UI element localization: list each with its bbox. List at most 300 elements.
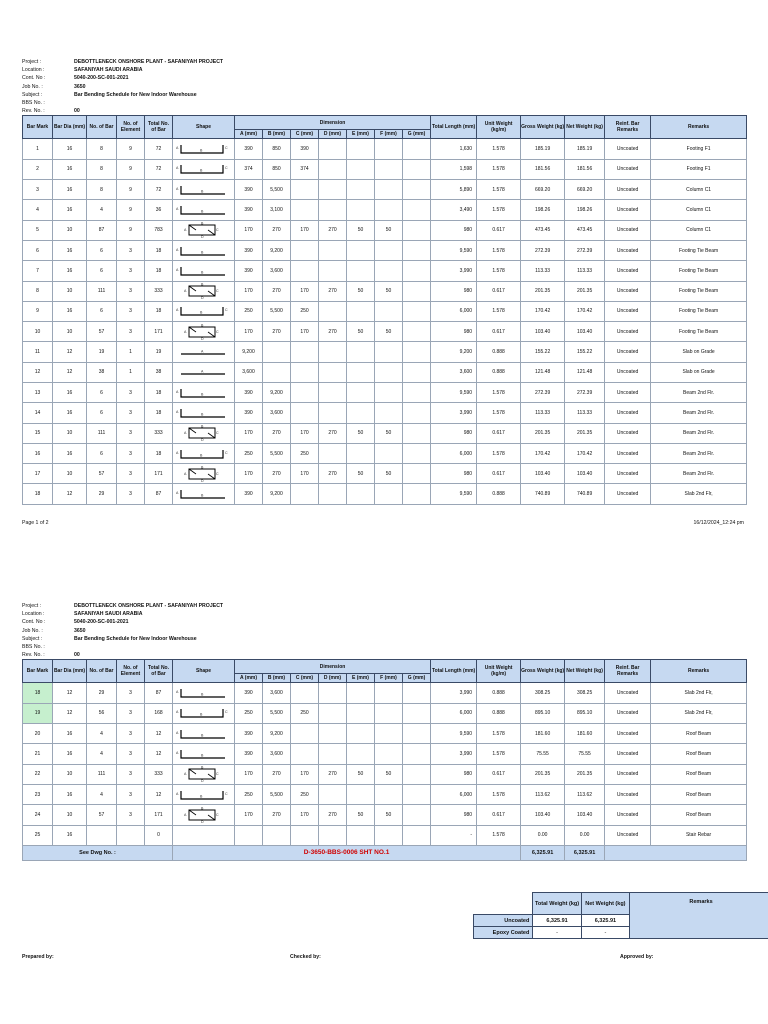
subject-label: Subject : bbox=[22, 635, 43, 642]
cell-shape bbox=[173, 342, 235, 362]
cell-shape bbox=[173, 322, 235, 342]
rev-value: 00 bbox=[74, 108, 80, 115]
svg-text:A: A bbox=[176, 450, 179, 455]
cell-bar-dia: 12 bbox=[53, 683, 87, 703]
cell-unit-weight: 0.888 bbox=[477, 484, 521, 504]
table-row bbox=[23, 744, 747, 764]
cell-shape bbox=[173, 301, 235, 321]
cell-dim-e bbox=[347, 484, 375, 504]
cell-dim-e bbox=[347, 301, 375, 321]
cell-dim-d bbox=[319, 261, 347, 281]
cell-dim-d: 270 bbox=[319, 764, 347, 784]
cell-shape bbox=[173, 261, 235, 281]
cell-dim-g bbox=[403, 484, 431, 504]
cell-bar-mark: 15 bbox=[23, 423, 53, 443]
col-reinf-remarks: Reinf. Bar Remarks bbox=[605, 116, 651, 139]
svg-text:A: A bbox=[176, 186, 179, 191]
cell-dim-f: 50 bbox=[375, 322, 403, 342]
svg-text:A: A bbox=[184, 471, 187, 476]
cell-dim-f bbox=[375, 261, 403, 281]
cell-unit-weight: 1.578 bbox=[477, 744, 521, 764]
svg-text:B: B bbox=[201, 765, 204, 770]
svg-text:C: C bbox=[216, 228, 219, 233]
cell-dim-f: 50 bbox=[375, 220, 403, 240]
cell-dim-a: 390 bbox=[235, 683, 263, 703]
cell-reinf-remarks: Uncoated bbox=[605, 281, 651, 301]
svg-text:A: A bbox=[201, 369, 204, 374]
bar-shape-S-icon bbox=[173, 424, 235, 442]
svg-text:D: D bbox=[201, 336, 204, 341]
cell-dim-a bbox=[235, 825, 263, 845]
col-dim-d: D (mm) bbox=[319, 674, 347, 683]
table-row bbox=[23, 261, 747, 281]
cell-reinf-remarks: Uncoated bbox=[605, 240, 651, 260]
cell-reinf-remarks: Uncoated bbox=[605, 423, 651, 443]
bar-shape-U-icon bbox=[173, 302, 235, 320]
cell-no-of-bar: 57 bbox=[87, 805, 117, 825]
svg-text:D: D bbox=[201, 779, 204, 784]
cell-remarks: Footing Tie Beam bbox=[651, 322, 747, 342]
cell-bar-mark: 22 bbox=[23, 764, 53, 784]
cell-unit-weight: 1.578 bbox=[477, 784, 521, 804]
cell-dim-g bbox=[403, 139, 431, 159]
cell-reinf-remarks: Uncoated bbox=[605, 382, 651, 402]
bar-shape-L-icon bbox=[173, 725, 235, 743]
cell-total-length: 6,000 bbox=[431, 703, 477, 723]
cell-no-of-bar: 4 bbox=[87, 200, 117, 220]
cell-dim-e: 50 bbox=[347, 764, 375, 784]
bar-shape-L-icon bbox=[173, 684, 235, 702]
cell-bar-dia: 10 bbox=[53, 805, 87, 825]
cell-bar-dia: 16 bbox=[53, 825, 87, 845]
svg-text:A: A bbox=[176, 166, 179, 171]
cell-reinf-remarks: Uncoated bbox=[605, 180, 651, 200]
sheet-page-2 bbox=[22, 602, 746, 861]
cell-reinf-remarks: Uncoated bbox=[605, 764, 651, 784]
col-shape: Shape bbox=[173, 660, 235, 683]
cell-total-length: 9,590 bbox=[431, 484, 477, 504]
cell-dim-b: 3,600 bbox=[263, 403, 291, 423]
cell-shape bbox=[173, 240, 235, 260]
col-no-of-element: No. of Element bbox=[117, 116, 145, 139]
cell-dim-g bbox=[403, 362, 431, 382]
cell-gross-weight: 308.25 bbox=[521, 683, 565, 703]
print-timestamp: 16/12/2024_12:24 pm bbox=[693, 520, 744, 526]
cell-total-length: 980 bbox=[431, 281, 477, 301]
cell-bar-mark: 2 bbox=[23, 159, 53, 179]
cell-dim-a: 390 bbox=[235, 382, 263, 402]
cell-unit-weight: 0.888 bbox=[477, 683, 521, 703]
cell-dim-b: 3,600 bbox=[263, 261, 291, 281]
cell-total-length: 980 bbox=[431, 322, 477, 342]
location-value: SAFANIYAH SAUDI ARABIA bbox=[74, 611, 143, 618]
svg-text:A: A bbox=[176, 491, 179, 496]
see-dwg-label: See Dwg No. : bbox=[23, 845, 173, 860]
col-unit-weight: Unit Weight (kg/m) bbox=[477, 660, 521, 683]
cell-shape bbox=[173, 159, 235, 179]
cell-dim-g bbox=[403, 261, 431, 281]
col-dim-c: C (mm) bbox=[291, 674, 319, 683]
cell-net-weight: 170.42 bbox=[565, 443, 605, 463]
cell-bar-mark: 11 bbox=[23, 342, 53, 362]
cell-net-weight: 113.33 bbox=[565, 403, 605, 423]
cell-net-weight: 198.26 bbox=[565, 200, 605, 220]
cell-total-no: 72 bbox=[145, 139, 173, 159]
svg-text:C: C bbox=[225, 791, 228, 796]
cell-gross-weight: 0.00 bbox=[521, 825, 565, 845]
cell-reinf-remarks: Uncoated bbox=[605, 683, 651, 703]
cell-dim-f bbox=[375, 382, 403, 402]
cell-bar-mark: 10 bbox=[23, 322, 53, 342]
cell-reinf-remarks: Uncoated bbox=[605, 744, 651, 764]
bar-shape-U-icon bbox=[173, 140, 235, 158]
svg-text:A: A bbox=[184, 289, 187, 294]
cell-total-no: 72 bbox=[145, 159, 173, 179]
cell-total-length: 6,000 bbox=[431, 443, 477, 463]
cell-total-length: 6,000 bbox=[431, 301, 477, 321]
cell-dim-b: 9,200 bbox=[263, 382, 291, 402]
cell-dim-e bbox=[347, 362, 375, 382]
cell-shape bbox=[173, 180, 235, 200]
cell-no-of-element: 3 bbox=[117, 744, 145, 764]
cell-dim-f bbox=[375, 362, 403, 382]
col-dim-b: B (mm) bbox=[263, 674, 291, 683]
cell-bar-mark: 18 bbox=[23, 484, 53, 504]
table-row bbox=[23, 784, 747, 804]
col-unit-weight: Unit Weight (kg/m) bbox=[477, 116, 521, 139]
cell-gross-weight: 103.40 bbox=[521, 805, 565, 825]
cell-total-no: 168 bbox=[145, 703, 173, 723]
bar-shape-U-icon bbox=[173, 704, 235, 722]
svg-text:C: C bbox=[216, 471, 219, 476]
cell-no-of-bar: 6 bbox=[87, 261, 117, 281]
svg-text:C: C bbox=[216, 329, 219, 334]
svg-text:B: B bbox=[201, 424, 204, 429]
cell-total-length: 9,200 bbox=[431, 342, 477, 362]
svg-text:A: A bbox=[176, 146, 179, 151]
cell-dim-a: 390 bbox=[235, 403, 263, 423]
cell-dim-d bbox=[319, 362, 347, 382]
cell-dim-d bbox=[319, 403, 347, 423]
cell-remarks: Roof Beam bbox=[651, 744, 747, 764]
cell-shape bbox=[173, 200, 235, 220]
cell-bar-mark: 7 bbox=[23, 261, 53, 281]
cell-dim-g bbox=[403, 703, 431, 723]
subject-label: Subject : bbox=[22, 91, 43, 98]
cell-reinf-remarks: Uncoated bbox=[605, 200, 651, 220]
cell-unit-weight: 0.617 bbox=[477, 805, 521, 825]
cell-dim-e bbox=[347, 180, 375, 200]
cell-bar-dia: 16 bbox=[53, 240, 87, 260]
cell-dim-d bbox=[319, 240, 347, 260]
cell-dim-e bbox=[347, 403, 375, 423]
cell-no-of-element: 9 bbox=[117, 220, 145, 240]
cell-total-no: 333 bbox=[145, 764, 173, 784]
cell-gross-weight: 113.33 bbox=[521, 261, 565, 281]
cell-remarks: Beam 2nd Flr. bbox=[651, 443, 747, 463]
cell-total-no: 87 bbox=[145, 683, 173, 703]
cell-dim-d bbox=[319, 342, 347, 362]
cell-gross-weight: 198.26 bbox=[521, 200, 565, 220]
cell-gross-weight: 113.33 bbox=[521, 403, 565, 423]
svg-text:A: A bbox=[176, 389, 179, 394]
table-row bbox=[23, 159, 747, 179]
svg-text:A: A bbox=[201, 349, 204, 354]
cell-dim-d: 270 bbox=[319, 220, 347, 240]
cell-dim-d bbox=[319, 784, 347, 804]
table-row bbox=[23, 220, 747, 240]
svg-text:B: B bbox=[200, 453, 203, 458]
cell-net-weight: 669.20 bbox=[565, 180, 605, 200]
cell-dim-f bbox=[375, 703, 403, 723]
svg-text:C: C bbox=[216, 431, 219, 436]
cell-remarks: Slab 2nd Flr, bbox=[651, 484, 747, 504]
cell-reinf-remarks: Uncoated bbox=[605, 301, 651, 321]
cell-remarks: Footing F1 bbox=[651, 139, 747, 159]
cell-dim-d bbox=[319, 825, 347, 845]
svg-text:D: D bbox=[201, 438, 204, 443]
cell-dim-f bbox=[375, 342, 403, 362]
cell-dim-d bbox=[319, 382, 347, 402]
cell-bar-dia: 16 bbox=[53, 139, 87, 159]
cell-dim-d: 270 bbox=[319, 281, 347, 301]
cell-dim-f bbox=[375, 484, 403, 504]
cell-dim-e bbox=[347, 261, 375, 281]
cell-dim-a: 9,200 bbox=[235, 342, 263, 362]
cell-dim-f: 50 bbox=[375, 281, 403, 301]
cell-dim-e bbox=[347, 724, 375, 744]
svg-text:B: B bbox=[201, 733, 204, 738]
cell-reinf-remarks: Uncoated bbox=[605, 805, 651, 825]
cell-dim-c: 250 bbox=[291, 443, 319, 463]
location-label: Location : bbox=[22, 611, 45, 618]
cell-remarks: Column C1 bbox=[651, 200, 747, 220]
cell-dim-f bbox=[375, 443, 403, 463]
cell-dim-b: 270 bbox=[263, 220, 291, 240]
cell-dim-d bbox=[319, 443, 347, 463]
cell-bar-mark: 23 bbox=[23, 784, 53, 804]
cell-net-weight: 308.25 bbox=[565, 683, 605, 703]
cell-bar-mark: 4 bbox=[23, 200, 53, 220]
cell-remarks: Beam 2nd Flr. bbox=[651, 382, 747, 402]
cell-total-no: 19 bbox=[145, 342, 173, 362]
cell-dim-a: 390 bbox=[235, 744, 263, 764]
cell-no-of-element: 3 bbox=[117, 683, 145, 703]
cell-total-length: 3,990 bbox=[431, 683, 477, 703]
cell-bar-mark: 3 bbox=[23, 180, 53, 200]
cell-remarks: Roof Beam bbox=[651, 764, 747, 784]
cell-no-of-bar: 38 bbox=[87, 362, 117, 382]
cell-bar-mark: 17 bbox=[23, 464, 53, 484]
bar-shape-S-icon bbox=[173, 465, 235, 483]
location-value: SAFANIYAH SAUDI ARABIA bbox=[74, 67, 143, 74]
cell-unit-weight: 1.578 bbox=[477, 159, 521, 179]
cell-bar-mark: 1 bbox=[23, 139, 53, 159]
col-shape: Shape bbox=[173, 116, 235, 139]
project-name: DEBOTTLENECK ONSHORE PLANT - SAFANIYAH PROJECT bbox=[74, 603, 224, 609]
table-row bbox=[23, 362, 747, 382]
cell-dim-c bbox=[291, 180, 319, 200]
cell-reinf-remarks: Uncoated bbox=[605, 484, 651, 504]
cell-bar-mark: 5 bbox=[23, 220, 53, 240]
cell-gross-weight: 740.89 bbox=[521, 484, 565, 504]
svg-text:A: A bbox=[184, 431, 187, 436]
location-label: Location : bbox=[22, 67, 45, 74]
svg-text:B: B bbox=[200, 310, 203, 315]
cell-dim-e bbox=[347, 683, 375, 703]
cell-dim-g bbox=[403, 200, 431, 220]
cell-dim-b: 5,500 bbox=[263, 180, 291, 200]
cell-dim-f bbox=[375, 403, 403, 423]
cell-dim-f bbox=[375, 159, 403, 179]
cell-no-of-element: 3 bbox=[117, 764, 145, 784]
cell-bar-dia: 16 bbox=[53, 784, 87, 804]
cell-net-weight: 895.10 bbox=[565, 703, 605, 723]
cell-dim-e: 50 bbox=[347, 464, 375, 484]
cell-dim-c: 170 bbox=[291, 322, 319, 342]
col-dim-e: E (mm) bbox=[347, 130, 375, 139]
cell-dim-g bbox=[403, 443, 431, 463]
cell-unit-weight: 1.578 bbox=[477, 443, 521, 463]
cell-no-of-element: 3 bbox=[117, 423, 145, 443]
cell-reinf-remarks: Uncoated bbox=[605, 139, 651, 159]
cell-net-weight: 473.45 bbox=[565, 220, 605, 240]
cell-unit-weight: 0.888 bbox=[477, 703, 521, 723]
bar-shape-L-icon bbox=[173, 242, 235, 260]
cont-label: Cont. No : bbox=[22, 75, 46, 82]
cell-dim-g bbox=[403, 281, 431, 301]
job-label: Job No. : bbox=[22, 627, 43, 634]
cell-no-of-element: 3 bbox=[117, 784, 145, 804]
cell-dim-c bbox=[291, 825, 319, 845]
cell-no-of-bar: 4 bbox=[87, 784, 117, 804]
cell-bar-mark: 24 bbox=[23, 805, 53, 825]
cell-no-of-element: 9 bbox=[117, 180, 145, 200]
cell-dim-c: 170 bbox=[291, 281, 319, 301]
svg-text:B: B bbox=[201, 806, 204, 811]
cell-dim-b: 3,600 bbox=[263, 683, 291, 703]
cell-gross-weight: 170.42 bbox=[521, 301, 565, 321]
cell-reinf-remarks: Uncoated bbox=[605, 322, 651, 342]
cell-dim-b: 5,500 bbox=[263, 703, 291, 723]
svg-text:D: D bbox=[201, 819, 204, 824]
cell-bar-mark: 13 bbox=[23, 382, 53, 402]
cell-dim-c: 170 bbox=[291, 423, 319, 443]
cell-reinf-remarks: Uncoated bbox=[605, 220, 651, 240]
cell-dim-g bbox=[403, 159, 431, 179]
cell-remarks: Slab on Grade bbox=[651, 362, 747, 382]
svg-text:D: D bbox=[201, 478, 204, 483]
table-row bbox=[23, 403, 747, 423]
summary-total-weight-header: Total Weight (kg) bbox=[533, 893, 581, 915]
cell-no-of-bar: 111 bbox=[87, 423, 117, 443]
svg-text:A: A bbox=[176, 750, 179, 755]
prepared-by: Prepared by: bbox=[22, 954, 54, 960]
cell-total-no: 18 bbox=[145, 443, 173, 463]
cell-gross-weight: 113.62 bbox=[521, 784, 565, 804]
cell-no-of-element: 3 bbox=[117, 724, 145, 744]
cell-remarks: Roof Beam bbox=[651, 724, 747, 744]
project-label: Project : bbox=[22, 603, 42, 609]
cell-dim-g bbox=[403, 322, 431, 342]
cell-remarks: Beam 2nd Flr. bbox=[651, 403, 747, 423]
cell-bar-dia: 16 bbox=[53, 159, 87, 179]
cell-net-weight: 75.55 bbox=[565, 744, 605, 764]
bar-shape-L-icon bbox=[173, 745, 235, 763]
cell-dim-d bbox=[319, 301, 347, 321]
cell-total-length: 9,590 bbox=[431, 724, 477, 744]
cell-gross-weight: 895.10 bbox=[521, 703, 565, 723]
cell-dim-f bbox=[375, 301, 403, 321]
svg-text:C: C bbox=[225, 710, 228, 715]
cell-dim-b bbox=[263, 362, 291, 382]
cell-dim-b: 270 bbox=[263, 423, 291, 443]
cell-remarks: Slab on Grade bbox=[651, 342, 747, 362]
drawing-reference: D-3650-BBS-0006 SHT NO.1 bbox=[173, 845, 521, 860]
svg-text:A: A bbox=[176, 267, 179, 272]
svg-text:B: B bbox=[201, 282, 204, 287]
cell-gross-weight: 669.20 bbox=[521, 180, 565, 200]
cell-remarks: Slab 2nd Flr, bbox=[651, 703, 747, 723]
cell-no-of-bar: 6 bbox=[87, 240, 117, 260]
cell-dim-f bbox=[375, 139, 403, 159]
cell-dim-g bbox=[403, 724, 431, 744]
cell-unit-weight: 0.888 bbox=[477, 342, 521, 362]
cell-shape bbox=[173, 423, 235, 443]
cell-dim-f bbox=[375, 825, 403, 845]
col-remarks: Remarks bbox=[651, 116, 747, 139]
cell-net-weight: 181.60 bbox=[565, 724, 605, 744]
cell-unit-weight: 0.617 bbox=[477, 220, 521, 240]
cell-net-weight: 201.35 bbox=[565, 423, 605, 443]
svg-text:B: B bbox=[201, 753, 204, 758]
cell-dim-g bbox=[403, 240, 431, 260]
cell-dim-f: 50 bbox=[375, 464, 403, 484]
bar-shape-S-icon bbox=[173, 806, 235, 824]
svg-text:C: C bbox=[216, 289, 219, 294]
net-weight-total: 6,325.91 bbox=[565, 845, 605, 860]
cell-bar-mark: 16 bbox=[23, 443, 53, 463]
cell-bar-dia: 12 bbox=[53, 703, 87, 723]
cell-gross-weight: 473.45 bbox=[521, 220, 565, 240]
cell-total-length: 1,598 bbox=[431, 159, 477, 179]
cell-gross-weight: 201.35 bbox=[521, 423, 565, 443]
cell-shape bbox=[173, 443, 235, 463]
bbs-table-page-1 bbox=[22, 115, 747, 504]
col-dimension: Dimension bbox=[235, 116, 431, 130]
cell-total-length: 980 bbox=[431, 805, 477, 825]
cell-gross-weight: 121.48 bbox=[521, 362, 565, 382]
col-total-no: Total No. of Bar bbox=[145, 116, 173, 139]
cell-dim-a: 390 bbox=[235, 261, 263, 281]
cell-bar-mark: 12 bbox=[23, 362, 53, 382]
rev-label: Rev. No. : bbox=[22, 108, 45, 115]
cell-unit-weight: 1.578 bbox=[477, 200, 521, 220]
cell-dim-e bbox=[347, 703, 375, 723]
bar-shape-L-icon bbox=[173, 485, 235, 503]
bar-shape-S-icon bbox=[173, 282, 235, 300]
cell-dim-f bbox=[375, 200, 403, 220]
cell-unit-weight: 1.578 bbox=[477, 139, 521, 159]
cell-reinf-remarks: Uncoated bbox=[605, 784, 651, 804]
cell-dim-c bbox=[291, 362, 319, 382]
cell-dim-c bbox=[291, 240, 319, 260]
svg-text:B: B bbox=[201, 392, 204, 397]
cell-total-no: 783 bbox=[145, 220, 173, 240]
bar-shape-U-icon bbox=[173, 160, 235, 178]
cell-bar-dia: 10 bbox=[53, 281, 87, 301]
col-dim-a: A (mm) bbox=[235, 674, 263, 683]
